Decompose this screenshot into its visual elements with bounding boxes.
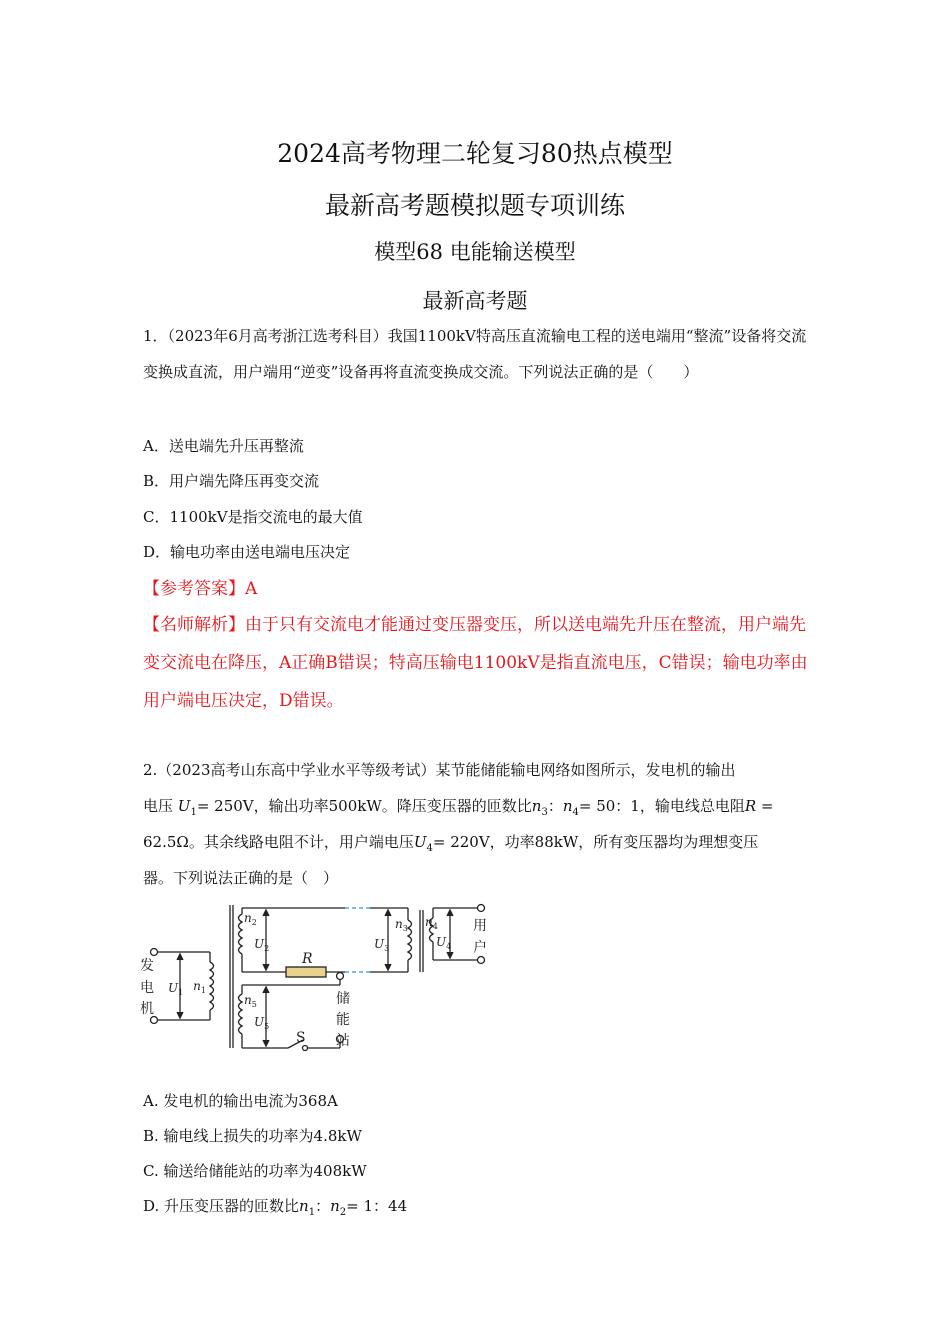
q1-option-c: C．1100kV是指交流电的最大值 <box>143 508 363 526</box>
label-n1: $n_1$ <box>193 979 206 995</box>
q1-stem: 1．（2023年6月高考浙江选考科目）我国1100kV特高压直流输电工程的送电端用“整流”设备将交流变换成直流，用户端用“逆变”设备再将直流变换成交流。下列说法正确的是（ ） <box>143 327 807 381</box>
terminal-user-bottom <box>478 957 485 964</box>
coil-n3 <box>408 920 412 960</box>
q1-option-a: A．送电端先升压再整流 <box>143 437 304 455</box>
label-generator-2: 电 <box>140 980 154 996</box>
label-n3: $n_3$ <box>395 917 408 933</box>
section-heading: 最新高考题 <box>422 289 528 313</box>
switch-s-pivot <box>303 1046 308 1051</box>
coil-n5 <box>239 994 243 1034</box>
label-U4: $U_4$ <box>436 935 452 951</box>
label-storage-3: 站 <box>336 1033 350 1049</box>
q2-option-d: D. 升压变压器的匝数比$n_1$：$n_2= 1$：44 <box>143 1197 408 1218</box>
q2-stem-line-3: 62.5Ω。其余线路电阻不计，用户端电压$U_4= 220V$，功率88kW，所有变压器均为理想变压 <box>143 833 759 854</box>
q2-option-c: C. 输送给储能站的功率为408kW <box>143 1162 367 1180</box>
label-user-1: 用 <box>473 918 487 934</box>
title-line-2: 最新高考题模拟题专项训练 <box>324 191 625 220</box>
terminal-left-top <box>151 949 158 956</box>
q2-option-a: A. 发电机的输出电流为368A <box>143 1092 338 1110</box>
label-user-2: 户 <box>473 940 487 956</box>
label-generator-1: 发 <box>140 958 154 974</box>
title-line-1: 2024高考物理二轮复习80热点模型 <box>277 139 673 168</box>
q2-stem-line-1: 2.（2023高考山东高中学业水平等级考试）某节能储能输电网络如图所示，发电机的输出 <box>143 761 736 779</box>
q1-answer: 【参考答案】A <box>143 579 258 599</box>
label-U1: $U_1$ <box>168 981 184 997</box>
terminal-left-bottom <box>151 1017 158 1024</box>
label-n5: $n_5$ <box>244 993 257 1009</box>
coil-n1 <box>210 962 214 1010</box>
label-S: S <box>296 1030 306 1046</box>
terminal-user-top <box>478 905 485 912</box>
label-U3: $U_3$ <box>374 937 390 953</box>
label-generator-3: 机 <box>140 1001 154 1017</box>
label-storage-2: 能 <box>336 1012 350 1028</box>
label-U5: $U_5$ <box>254 1015 270 1031</box>
q1-explanation: 【名师解析】由于只有交流电才能通过变压器变压，所以送电端先升压在整流，用户端先变交流电在降压，A正确B错误；特高压输电1100kV是指直流电压，C错误；输电功率由用户端电压决定，D错误。 <box>143 615 808 711</box>
coil-n2 <box>239 914 243 954</box>
q2-stem-line-2: 电压 $U_1= 250V$，输出功率500kW。降压变压器的匝数比$n_3$：$n_4= 50$：1，输电线总电阻R = <box>143 797 774 818</box>
q1-option-d: D．输电功率由送电端电压决定 <box>143 543 351 561</box>
q2-option-b: B. 输电线上损失的功率为4.8kW <box>143 1127 362 1145</box>
q2-stem-line-4: 器。下列说法正确的是（ ） <box>143 869 339 887</box>
resistor-R <box>286 967 326 977</box>
label-R: R <box>302 951 313 967</box>
circuit-diagram <box>140 900 500 1060</box>
label-storage-1: 储 <box>336 991 350 1007</box>
terminal-storage-top <box>337 973 344 980</box>
label-n4: $n_4$ <box>425 915 438 931</box>
label-U2: $U_2$ <box>254 937 270 953</box>
q1-option-b: B．用户端先降压再变交流 <box>143 472 320 490</box>
label-n2: $n_2$ <box>244 911 257 927</box>
title-line-3: 模型68 电能输送模型 <box>374 240 576 264</box>
